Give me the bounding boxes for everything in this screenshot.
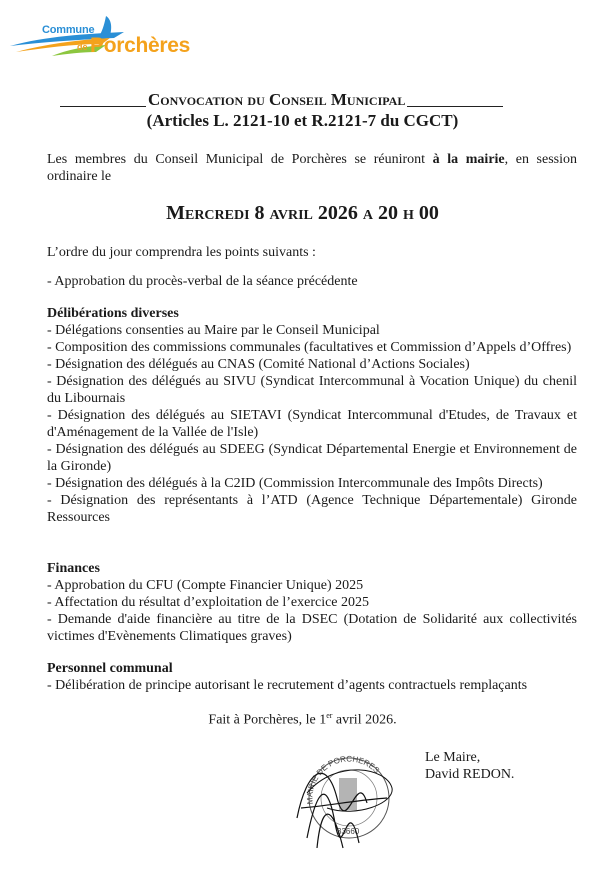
list-item: - Délibération de principe autorisant le recrutement d’agents contractuels remplaçants	[47, 678, 528, 693]
closing-line	[0, 711, 605, 729]
signature-block	[425, 749, 514, 783]
list-item: - Désignation des délégués au SIVU (Syndicat Intercommunal à Vocation Unique) du chenil du Libournais	[47, 374, 577, 406]
list-item: - Désignation des représentants à l’ATD (Agence Technique Départementale) Gironde Ressources	[47, 493, 577, 525]
title-text: Convocation du Conseil Municipal	[148, 90, 406, 109]
agenda-first-item: - Approbation du procès-verbal de la séance précédente	[47, 274, 358, 289]
section-heading: Finances	[47, 561, 100, 576]
list-item: - Désignation des délégués au SDEEG (Syndicat Départemental Energie et Environnement de la Gironde)	[47, 442, 577, 474]
logo-text-porcheres: Porchères	[90, 34, 191, 57]
logo-text-commune: Commune	[42, 24, 95, 36]
list-item: - Affectation du résultat d’exploitation de l’exercice 2025	[47, 595, 370, 610]
intro-paragraph	[47, 151, 577, 185]
mayor-title: Le Maire,	[425, 750, 481, 765]
intro-bold: à la mairie	[432, 152, 505, 167]
section-finances	[47, 560, 577, 645]
closing-date: avril 2026.	[332, 712, 397, 728]
title-rule-left	[60, 106, 146, 107]
document-title	[60, 88, 566, 110]
intro-text-end: , en session ordinaire le	[47, 152, 578, 184]
mayor-stamp-signature	[287, 748, 407, 863]
logo-text-de: de	[77, 42, 88, 52]
stamp-code: 33660	[337, 827, 360, 836]
list-item: - Désignation des délégués à la C2ID (Commission Intercommunale des Impôts Directs)	[47, 476, 543, 491]
list-item: - Composition des commissions communales (facultatives et Commission d’Appels d’Offres)	[47, 340, 572, 355]
section-deliberations	[47, 305, 577, 526]
section-heading: Délibérations diverses	[47, 306, 179, 321]
list-item: - Approbation du CFU (Compte Financier Unique) 2025	[47, 578, 364, 593]
closing-sup: er	[326, 711, 333, 720]
list-item: - Désignation des délégués au CNAS (Comité National d’Actions Sociales)	[47, 357, 470, 372]
agenda-intro: L’ordre du jour comprendra les points suivants :	[47, 245, 316, 260]
mayor-name: David REDON.	[425, 767, 515, 782]
intro-text: Les membres du Conseil Municipal de Porchères se réuniront	[47, 152, 433, 167]
list-item: - Désignation des délégués au SIETAVI (Syndicat Intercommunal d'Etudes, de Travaux et d'Aménagement de la Vallée de l'Isle)	[47, 408, 577, 440]
section-personnel	[47, 660, 577, 694]
document-subtitle: (Articles L. 2121-10 et R.2121-7 du CGCT)	[146, 111, 459, 130]
title-rule-right	[407, 106, 503, 107]
list-item: - Délégations consenties au Maire par le Conseil Municipal	[47, 323, 380, 338]
meeting-date: Mercredi 8 avril 2026 a 20 h 00	[166, 202, 439, 224]
list-item: - Demande d'aide financière au titre de la DSEC (Dotation de Solidarité aux collectivités victimes d'Evènements Climatiques graves)	[47, 612, 577, 644]
stamp-text: MAIRIE DE PORCHERES	[305, 754, 382, 805]
section-heading: Personnel communal	[47, 661, 173, 676]
commune-logo	[6, 12, 191, 58]
closing-place: Fait à Porchères, le 1	[208, 712, 327, 728]
